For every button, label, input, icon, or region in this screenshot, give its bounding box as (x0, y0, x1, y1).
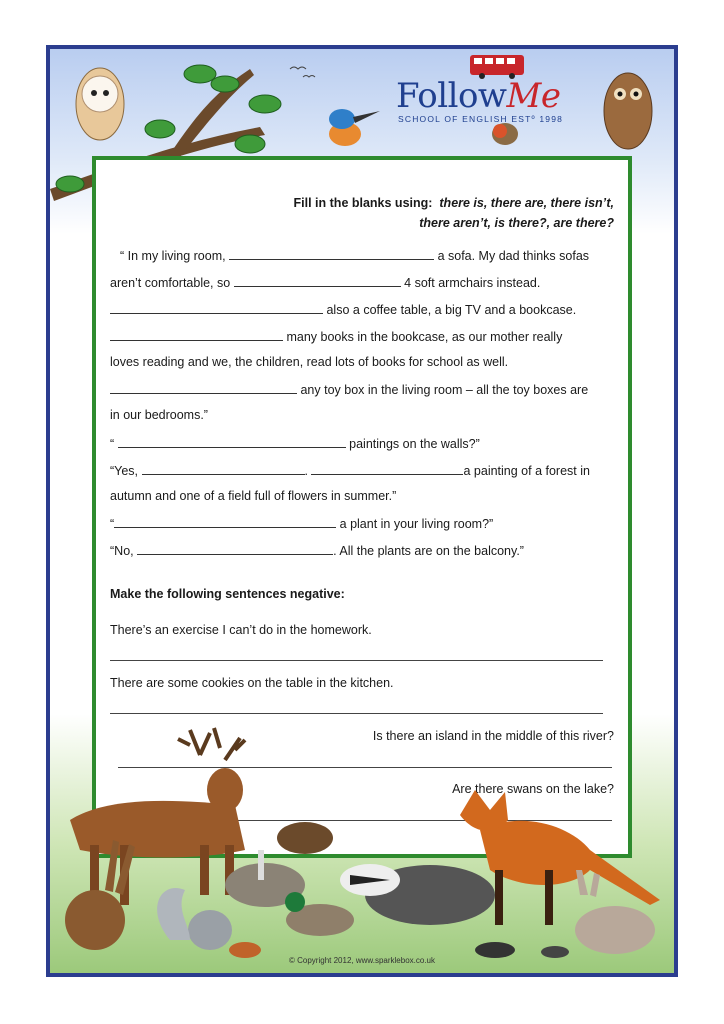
passage-line-7: in our bedrooms.” (110, 408, 208, 422)
instruction-options-1: there is, there are, there isn’t, (439, 196, 614, 210)
logo-tagline: SCHOOL OF ENGLISH ESTº 1998 (398, 114, 564, 124)
blank[interactable] (229, 247, 434, 260)
passage-line-4: many books in the bookcase, as our mother really (110, 328, 562, 344)
instruction-options-2: there aren’t, is there?, are there? (419, 216, 614, 230)
blank[interactable] (234, 274, 401, 287)
copyright-footer: © Copyright 2012, www.sparklebox.co.uk (289, 956, 435, 965)
sentence-4: Are there swans on the lake? (452, 782, 614, 796)
blank[interactable] (114, 515, 336, 528)
blank[interactable] (110, 381, 297, 394)
blank[interactable] (311, 462, 463, 475)
sentence-3: Is there an island in the middle of this river? (372, 729, 614, 743)
passage-line-2: aren’t comfortable, so 4 soft armchairs instead. (110, 276, 541, 290)
instruction (294, 193, 614, 233)
passage-line-12: “No, . All the plants are on the balcony.” (110, 544, 524, 558)
passage-line-3: also a coffee table, a big TV and a bookcase. (110, 301, 576, 317)
followme-logo (396, 70, 586, 130)
passage-line-9: “Yes, . a painting of a forest in (110, 464, 590, 478)
sentence-2: There are some cookies on the table in the kitchen. (110, 676, 394, 690)
sentence-1: There’s an exercise I can’t do in the homework. (110, 623, 372, 637)
passage-line-1: “ In my living room, a sofa. My dad thinks sofas (120, 249, 590, 263)
section-heading: Make the following sentences negative: (110, 587, 345, 601)
passage-line-10: autumn and one of a field full of flowers in summer.” (110, 489, 397, 503)
bottom-illustration (50, 720, 674, 970)
instruction-lead: Fill in the blanks using: (293, 196, 433, 210)
logo-wordmark: FollowMe (396, 76, 561, 116)
blank[interactable] (142, 462, 305, 475)
passage-line-11: “ a plant in your living room?” (110, 517, 494, 531)
answer-line-1[interactable] (110, 660, 603, 661)
answer-line-2[interactable] (110, 713, 603, 714)
passage-line-5: loves reading and we, the children, read lots of books for school as well. (110, 355, 509, 369)
passage-line-8: “ paintings on the walls?” (110, 437, 480, 451)
blank[interactable] (110, 328, 283, 341)
passage-line-6: any toy box in the living room – all the toy boxes are (110, 381, 588, 397)
blank[interactable] (118, 435, 346, 448)
blank[interactable] (137, 542, 333, 555)
blank[interactable] (110, 301, 323, 314)
